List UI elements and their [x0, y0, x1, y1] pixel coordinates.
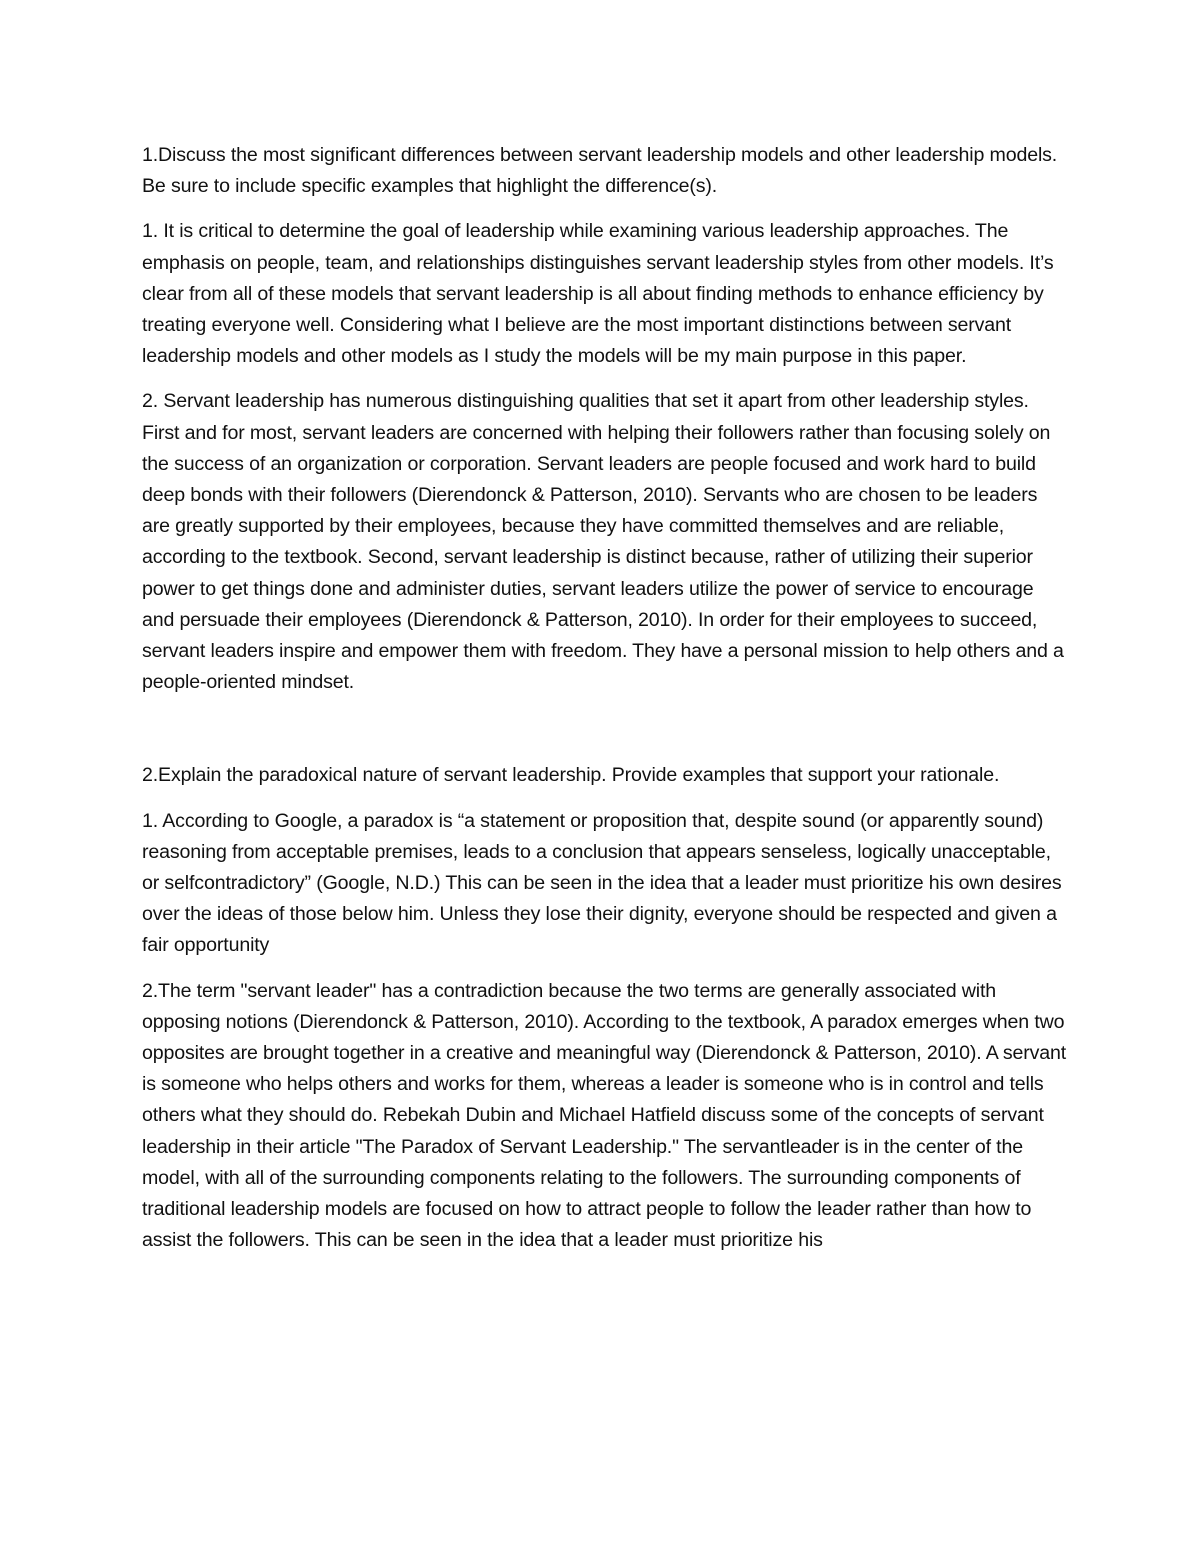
answer-2-1: 1. According to Google, a paradox is “a statement or proposition that, despite sound (or apparently sound) reasoning from acceptable premises, leads to a conclusion that appears senseless, logically unacceptable, or selfcontradictory” (Google, N.D.) This can be seen in the idea that a leader must prioritize his own desires over the ideas of those below him. Unless they lose their dignity, everyone should be respected and given a fair opportunity [142, 809, 1062, 957]
answer-1-1: 1. It is critical to determine the goal of leadership while examining various leadership approaches. The emphasis on people, team, and relationships distinguishes servant leadership styles from other models. It’s clear from all of these models that servant leadership is all about finding methods to enhance efficiency by treating everyone well. Considering what I believe are the most important distinctions between servant leadership models and other models as I study the models will be my main purpose in this paper. [142, 220, 1054, 368]
question-1: 1.Discuss the most significant differences between servant leadership models and other leadership models. Be sure to include specific examples that highlight the difference(s). [142, 144, 1058, 198]
document-body [142, 140, 1067, 1271]
answer-2-2: 2.The term "servant leader" has a contradiction because the two terms are generally associated with opposing notions (Dierendonck & Patterson, 2010). According to the textbook, A paradox emerges when two opposites are brought together in a creative and meaningful way (Dierendonck & Patterson, 2010). A servant is someone who helps others and works for them, whereas a leader is someone who is in control and tells others what they should do. Rebekah Dubin and Michael Hatfield discuss some of the concepts of servant leadership in their article "The Paradox of Servant Leadership." The servantleader is in the center of the model, with all of the surrounding components relating to the followers. The surrounding components of traditional leadership models are focused on how to attract people to follow the leader rather than how to assist the followers. This can be seen in the idea that a leader must prioritize his [142, 979, 1067, 1252]
question-2: 2.Explain the paradoxical nature of servant leadership. Provide examples that support your rationale. [142, 764, 1000, 787]
answer-1-2: 2. Servant leadership has numerous distinguishing qualities that set it apart from other leadership styles. First and for most, servant leaders are concerned with helping their followers rather than focusing solely on the success of an organization or corporation. Servant leaders are people focused and work hard to build deep bonds with their followers (Dierendonck & Patterson, 2010). Servants who are chosen to be leaders are greatly supported by their employees, because they have committed themselves and are reliable, according to the textbook. Second, servant leadership is distinct because, rather of utilizing their superior power to get things done and administer duties, servant leaders utilize the power of service to encourage and persuade their employees (Dierendonck & Patterson, 2010). In order for their employees to succeed, servant leaders inspire and empower them with freedom. They have a personal mission to help others and a people-oriented mindset. [142, 390, 1064, 694]
